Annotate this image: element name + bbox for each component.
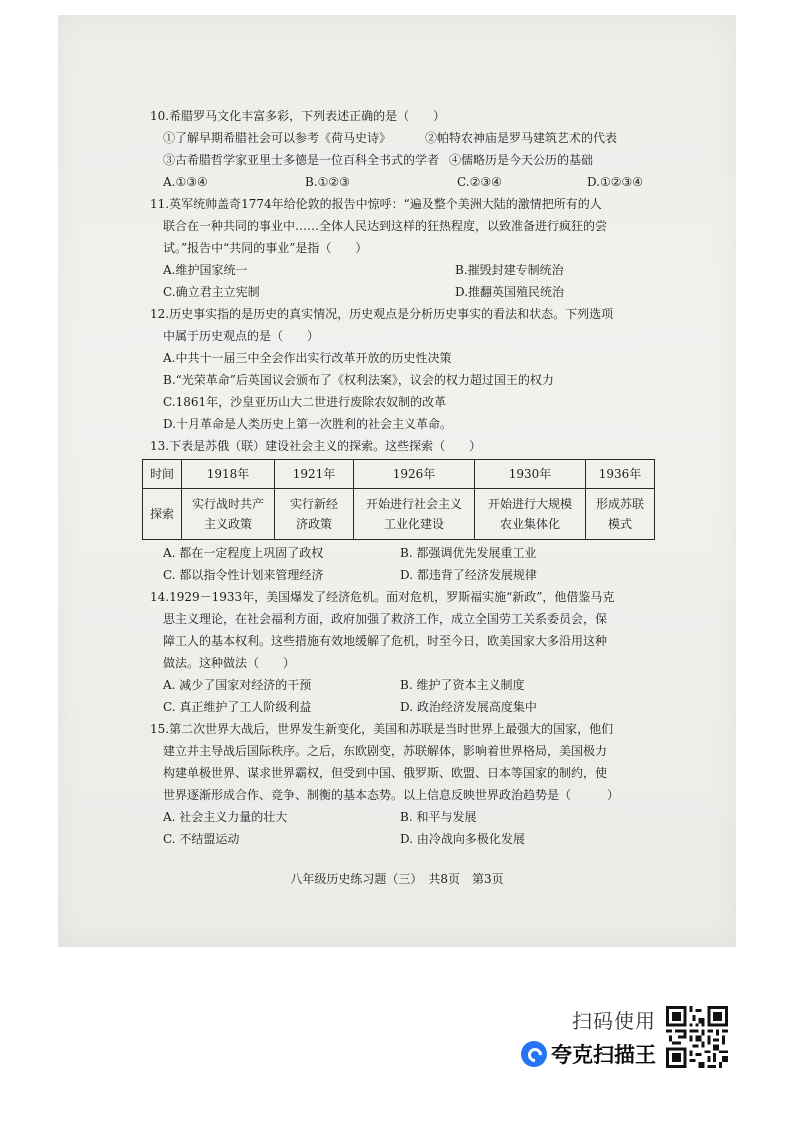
option-c: C. 都以指令性计划来管理经济 (163, 568, 324, 582)
question-14-line-2: 思主义理论，在社会福利方面，政府加强了救济工作，成立全国劳工关系委员会，保 (163, 612, 608, 626)
option-d: D. 都违背了经济发展规律 (400, 568, 537, 582)
policy-line-2: 农业集体化 (499, 517, 560, 531)
year-cell: 1926年 (354, 460, 475, 489)
row-header-time: 时间 (143, 460, 182, 489)
option-a: A.①③④ (163, 175, 208, 189)
policy-cell (475, 489, 586, 540)
question-14 (150, 586, 730, 718)
question-14-options-row1 (150, 674, 730, 696)
scan-to-use-label: 扫码使用 (572, 1009, 656, 1033)
option-c: C. 真正维护了工人阶级利益 (163, 700, 312, 714)
year-cell: 1918年 (182, 460, 275, 489)
option-a: A. 社会主义力量的壮大 (163, 810, 288, 824)
policy-line-1: 开始进行社会主义 (365, 497, 462, 511)
question-12-line-2: 中属于历史观点的是（ ） (163, 329, 320, 343)
option-d: D. 政治经济发展高度集中 (400, 700, 537, 714)
policy-line-1: 实行战时共产 (191, 497, 264, 511)
question-15-line-3: 构建单极世界、谋求世界霸权，但受到中国、俄罗斯、欧盟、日本等国家的制约，使 (163, 766, 608, 780)
option-b: B.①②③ (305, 175, 350, 189)
table-row-explore (143, 489, 655, 540)
question-10-item-2: ②帕特农神庙是罗马建筑艺术的代表 (425, 131, 618, 145)
policy-line-2: 模式 (607, 517, 632, 531)
brand-row (521, 1039, 656, 1069)
question-13-options-row1 (150, 542, 730, 564)
question-15-line-1: 15.第二次世界大战后，世界发生新变化，美国和苏联是当时世界上最强大的国家，他们 (150, 722, 614, 736)
policy-line-2: 济政策 (295, 517, 332, 531)
option-c: C.②③④ (457, 175, 502, 189)
question-14-line-3: 障工人的基本权利。这些措施有效地缓解了危机，时至今日，欧美国家大多沿用这种 (163, 634, 608, 648)
option-a: A. 都在一定程度上巩固了政权 (163, 546, 324, 560)
scanner-brand (500, 1005, 660, 1067)
question-11-options-row2 (150, 281, 730, 303)
question-14-options-row2 (150, 696, 730, 718)
policy-line-1: 实行新经 (289, 497, 338, 511)
question-11-line-3: 试。”报告中“共同的事业”是指（ ） (163, 241, 368, 255)
question-13-options-row2 (150, 564, 730, 586)
option-a: A.中共十一届三中全会作出实行改革开放的历史性决策 (163, 351, 452, 365)
option-b: B. 和平与发展 (400, 810, 477, 824)
question-10 (150, 105, 730, 193)
table-row-time (143, 460, 655, 489)
policy-cell (354, 489, 475, 540)
question-10-items-row1 (150, 127, 730, 149)
policy-line-1: 形成苏联 (595, 497, 644, 511)
question-14-line-1: 14.1929－1933年，美国爆发了经济危机。面对危机，罗斯福实施“新政”，他借鉴马克 (150, 590, 615, 604)
soviet-exploration-table (142, 459, 655, 540)
policy-line-2: 主义政策 (203, 517, 252, 531)
row-header-explore: 探索 (143, 489, 182, 540)
policy-cell (275, 489, 354, 540)
question-11-line-1: 11.英军统帅盖奇1774年给伦敦的报告中惊呼：“遍及整个美洲大陆的激情把所有的人 (150, 197, 602, 211)
option-c: C.确立君主立宪制 (163, 285, 260, 299)
exam-content (150, 105, 730, 850)
question-12 (150, 303, 730, 435)
year-cell: 1936年 (586, 460, 655, 489)
question-15-options-row2 (150, 828, 730, 850)
option-c: C.1861年，沙皇亚历山大二世进行废除农奴制的改革 (163, 395, 447, 409)
question-10-options (150, 171, 730, 193)
option-b: B. 维护了资本主义制度 (400, 678, 525, 692)
option-c: C. 不结盟运动 (163, 832, 240, 846)
option-b: B.摧毁封建专制统治 (455, 263, 564, 277)
policy-line-1: 开始进行大规模 (487, 497, 572, 511)
question-11-options-row1 (150, 259, 730, 281)
option-b: B. 都强调优先发展重工业 (400, 546, 537, 560)
question-12-line-1: 12.历史事实指的是历史的真实情况，历史观点是分析历史事实的看法和状态。下列选项 (150, 307, 614, 321)
question-15-line-2: 建立并主导战后国际秩序。之后，东欧剧变，苏联解体，影响着世界格局，美国极力 (163, 744, 608, 758)
policy-line-2: 工业化建设 (383, 517, 444, 531)
page-footer: 八年级历史练习题（三） 共8页 第3页 (290, 872, 504, 886)
option-a: A. 减少了国家对经济的干预 (163, 678, 312, 692)
brand-name: 夸克扫描王 (551, 1043, 656, 1067)
year-cell: 1930年 (475, 460, 586, 489)
question-13 (150, 435, 730, 586)
option-d: D.十月革命是人类历史上第一次胜利的社会主义革命。 (163, 417, 453, 431)
question-10-item-4: ④儒略历是今天公历的基础 (449, 153, 594, 167)
question-15-options-row1 (150, 806, 730, 828)
policy-cell (586, 489, 655, 540)
option-d: D.推翻英国殖民统治 (455, 285, 565, 299)
question-10-item-3: ③古希腊哲学家亚里士多德是一位百科全书式的学者 (163, 153, 440, 167)
option-d: D. 由冷战向多极化发展 (400, 832, 525, 846)
question-13-stem: 13.下表是苏俄（联）建设社会主义的探索。这些探索（ ） (150, 439, 482, 453)
policy-cell (182, 489, 275, 540)
year-cell: 1921年 (275, 460, 354, 489)
question-10-item-1: ①了解早期希腊社会可以参考《荷马史诗》 (163, 131, 392, 145)
question-11-line-2: 联合在一种共同的事业中……全体人民达到这样的狂热程度，以致准备进行疯狂的尝 (163, 219, 608, 233)
question-14-line-4: 做法。这种做法（ ） (163, 656, 296, 670)
question-11 (150, 193, 730, 303)
scanned-exam-page (58, 15, 736, 947)
qr-code-icon[interactable] (666, 1006, 728, 1068)
option-d: D.①②③④ (587, 175, 644, 189)
option-b: B.“光荣革命”后英国议会颁布了《权利法案》，议会的权力超过国王的权力 (163, 373, 554, 387)
question-15-line-4: 世界逐渐形成合作、竞争、制衡的基本态势。以上信息反映世界政治趋势是（ ） (163, 788, 620, 802)
question-10-items-row2 (150, 149, 730, 171)
question-10-stem: 10.希腊罗马文化丰富多彩，下列表述正确的是（ ） (150, 109, 446, 123)
option-a: A.维护国家统一 (163, 263, 248, 277)
question-15 (150, 718, 730, 850)
quark-logo-icon (521, 1041, 547, 1067)
